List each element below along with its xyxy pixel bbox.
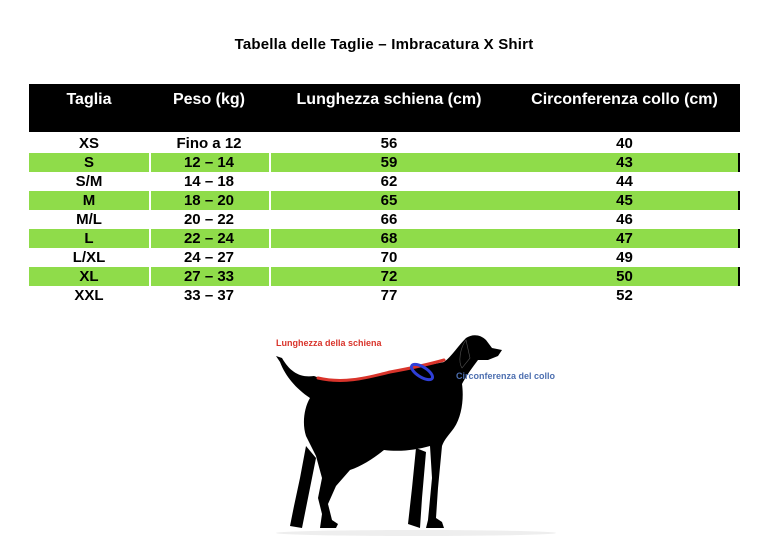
table-row: [29, 248, 740, 267]
cell-back-length: 62: [380, 173, 398, 190]
cell-weight: 14 – 18: [183, 173, 235, 190]
cell-neck: 47: [616, 230, 633, 247]
cell-back-length: 70: [380, 249, 398, 266]
back-length-label: Lunghezza della schiena: [276, 338, 382, 348]
cell-neck: 50: [616, 268, 633, 285]
cell-weight: 33 – 37: [183, 287, 235, 304]
cell-neck: 52: [616, 287, 633, 304]
cell-size: XL: [79, 268, 99, 285]
table-header: [29, 84, 740, 132]
cell-size: L/XL: [72, 249, 106, 266]
cell-neck: 44: [616, 173, 633, 190]
cell-weight: 27 – 33: [183, 268, 235, 285]
table-row: [29, 153, 740, 172]
size-table: [29, 84, 740, 305]
table-row: [29, 172, 740, 191]
dog-silhouette: [276, 335, 502, 528]
cell-weight: 20 – 22: [183, 211, 235, 228]
table-body: [29, 134, 740, 305]
cell-neck: 46: [616, 211, 633, 228]
page-title: Tabella delle Taglie – Imbracatura X Shirt: [234, 36, 534, 53]
cell-size: XS: [78, 135, 99, 152]
cell-size: M/L: [76, 211, 102, 228]
cell-weight: 22 – 24: [183, 230, 235, 247]
cell-size: S/M: [75, 173, 103, 190]
header-peso: Peso (kg): [172, 91, 245, 108]
cell-back-length: 59: [380, 154, 398, 171]
dog-illustration: [266, 328, 580, 540]
table-row: [29, 229, 740, 248]
neck-circumference-label: Circonferenza del collo: [456, 371, 556, 381]
header-lunghezza: Lunghezza schiena (cm): [296, 91, 482, 108]
cell-back-length: 66: [380, 211, 398, 228]
cell-size: S: [83, 154, 94, 171]
cell-size: XXL: [74, 287, 104, 304]
cell-neck: 40: [616, 135, 633, 152]
cell-size: L: [84, 230, 94, 247]
table-row: [29, 286, 740, 305]
cell-weight: Fino a 12: [176, 135, 242, 152]
cell-neck: 43: [616, 154, 633, 171]
cell-weight: 18 – 20: [183, 192, 235, 209]
cell-back-length: 77: [380, 287, 398, 304]
cell-neck: 49: [616, 249, 633, 266]
table-row: [29, 134, 740, 153]
table-row: [29, 267, 740, 286]
header-taglia: Taglia: [66, 91, 112, 108]
cell-weight: 24 – 27: [183, 249, 235, 266]
cell-size: M: [82, 192, 96, 209]
cell-weight: 12 – 14: [183, 154, 235, 171]
dog-shadow: [276, 530, 556, 536]
table-row: [29, 191, 740, 210]
cell-neck: 45: [616, 192, 633, 209]
cell-back-length: 56: [380, 135, 398, 152]
cell-back-length: 68: [380, 230, 398, 247]
cell-back-length: 72: [380, 268, 398, 285]
table-row: [29, 210, 740, 229]
cell-back-length: 65: [380, 192, 398, 209]
header-circonferenza: Circonferenza collo (cm): [531, 91, 718, 108]
